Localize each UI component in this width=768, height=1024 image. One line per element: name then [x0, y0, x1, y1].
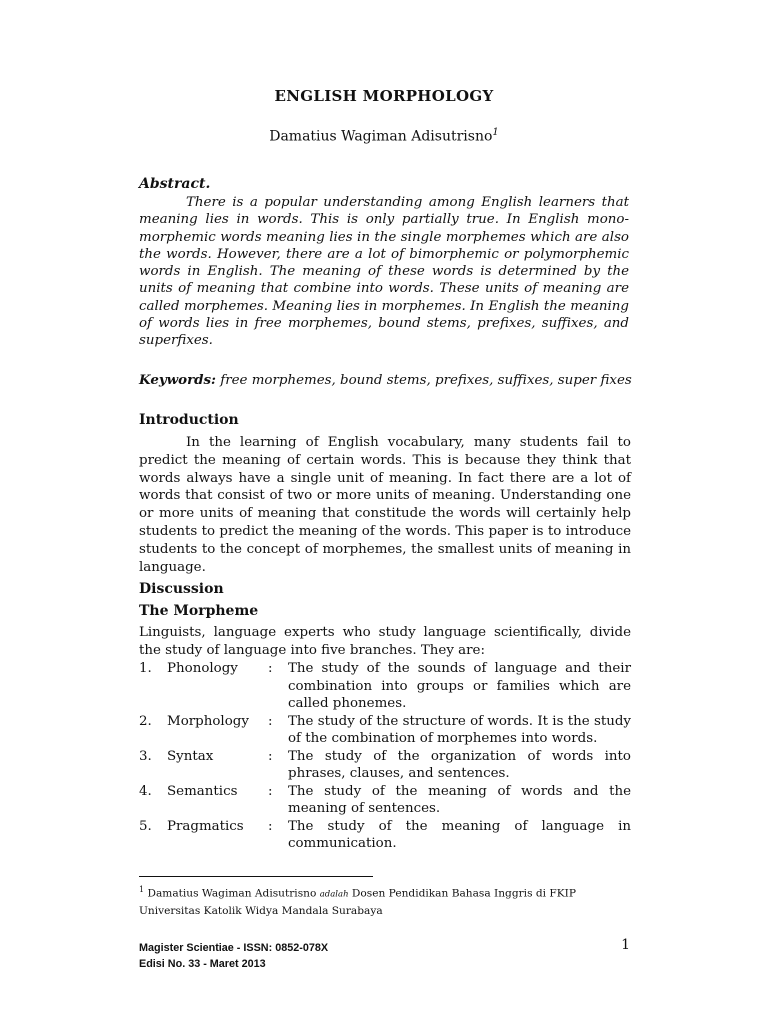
author-line — [0, 127, 768, 145]
footnote — [139, 882, 659, 919]
list-item-term: Syntax — [167, 748, 214, 764]
footnote-handwritten-word: adalah — [319, 889, 349, 900]
list-item-separator: : — [268, 748, 273, 764]
morpheme-subheading: The Morpheme — [139, 603, 259, 619]
list-item-description: The study of the organization of words into phrases, clauses, and sentences. — [288, 748, 631, 781]
introduction-text: In the learning of English vocabulary, many students fail to predict the meaning of certain words. This is because they think that words always have a single unit of meaning. In fact there are a lot of words that consist of two or more units of meaning. Understanding one or more units of meaning that constitude the words will certainly help students to predict the meaning of the words. This paper is to introduce students to the concept of morphemes, the smallest units of meaning in language. — [139, 435, 631, 575]
list-item-description: The study of the meaning of language in communication. — [288, 818, 631, 851]
list-item-term: Pragmatics — [167, 818, 244, 834]
keywords-text: free morphemes, bound stems, prefixes, suffixes, super fixes — [216, 373, 632, 388]
keywords-label: Keywords: — [139, 372, 217, 388]
list-item-number: 1. — [139, 661, 152, 676]
discussion-text: Linguists, language experts who study language scientifically, divide the study of language into five branches. They are: — [139, 625, 631, 658]
page-number: 1 — [621, 937, 630, 953]
list-item — [139, 818, 631, 853]
list-item-number: 5. — [139, 818, 152, 834]
list-item-term: Phonology — [167, 661, 238, 676]
abstract-text: There is a popular understanding among English learners that meaning lies in words. This is only partially true. In English mono-morphemic words meaning lies in the single morphemes which are also the words. However, there are a lot of bimorphemic or polymorphemic words in English. The meaning of these words is determined by the units of meaning that combine into words. These units of meaning are called morphemes. Meaning lies in morphemes. In English the meaning of words lies in free morphemes, bound stems, prefixes, suffixes, and superfixes. — [139, 195, 629, 349]
footnote-line-2: Universitas Katolik Widya Mandala Surabaya — [139, 904, 383, 917]
list-item-separator: : — [268, 661, 273, 676]
paper-title: ENGLISH MORPHOLOGY — [274, 87, 494, 105]
journal-edition: Edisi No. 33 - Maret 2013 — [139, 958, 266, 970]
list-item-number: 3. — [139, 748, 152, 764]
journal-issn: Magister Scientiae - ISSN: 0852-078X — [139, 942, 329, 954]
footnote-divider — [139, 876, 373, 877]
list-item — [139, 783, 631, 818]
footnote-mark: 1 — [139, 885, 145, 894]
abstract-label: Abstract. — [139, 176, 211, 192]
list-item-number: 2. — [139, 713, 152, 729]
keywords-line — [139, 372, 639, 388]
list-item-description: The study of the meaning of words and the meaning of sentences. — [288, 783, 631, 816]
list-item-separator: : — [268, 713, 273, 729]
branches-list — [139, 660, 631, 853]
list-item-description: The study of the structure of words. It is the study of the combination of morphemes into words. — [288, 713, 631, 746]
author-name: Damatius Wagiman Adisutrisno — [269, 128, 493, 145]
footnote-author: Damatius Wagiman Adisutrisno — [144, 887, 320, 900]
list-item — [139, 660, 631, 713]
list-item-number: 4. — [139, 783, 152, 799]
list-item-separator: : — [268, 783, 273, 799]
list-item-description: The study of the sounds of language and their combination into groups or families which are called phonemes. — [288, 661, 631, 711]
list-item — [139, 748, 631, 783]
footnote-line-1 — [139, 882, 659, 903]
journal-info — [139, 940, 328, 972]
author-footnote-mark: 1 — [492, 127, 499, 138]
list-item — [139, 713, 631, 748]
discussion-heading: Discussion — [139, 581, 224, 597]
introduction-heading: Introduction — [139, 412, 239, 428]
list-item-term: Semantics — [167, 783, 238, 799]
list-item-separator: : — [268, 818, 273, 834]
list-item-term: Morphology — [167, 713, 249, 729]
footnote-affiliation: Dosen Pendidikan Bahasa Inggris di FKIP — [348, 887, 576, 900]
